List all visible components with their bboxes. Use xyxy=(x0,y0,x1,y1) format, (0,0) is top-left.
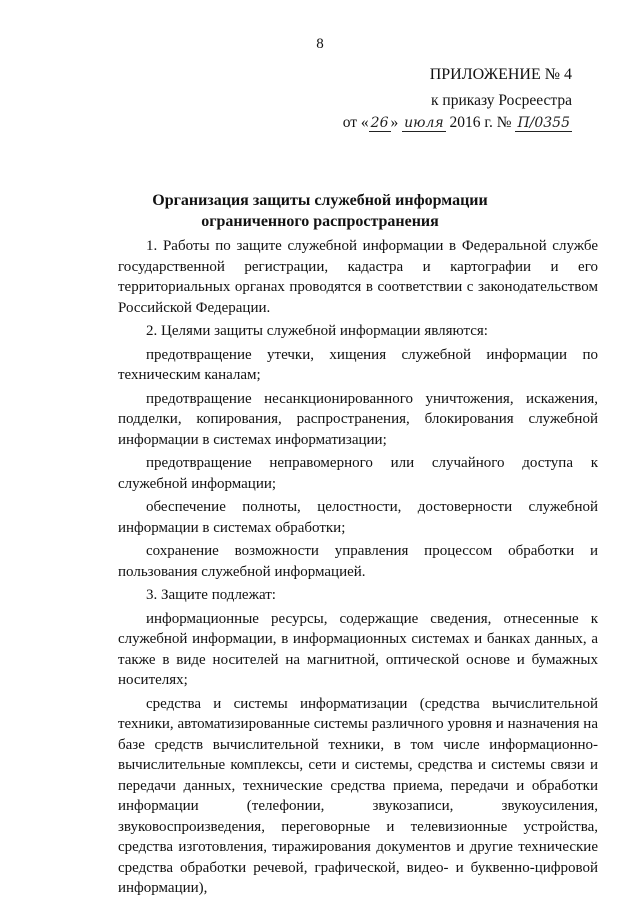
paragraph: обеспечение полноты, целостности, достоверности служебной информации в системах обработки; xyxy=(118,499,598,536)
date-year: 2016 г. № xyxy=(449,114,512,131)
annex-header xyxy=(343,64,572,134)
document-title xyxy=(0,190,640,232)
title-line-2: ограниченного распространения xyxy=(201,213,439,230)
date-day: 26 xyxy=(370,115,389,131)
paragraph: предотвращение утечки, хищения служебной информации по техническим каналам; xyxy=(118,346,598,383)
paragraph: предотвращение несанкционированного уничтожения, искажения, подделки, копирования, распространения, блокирования служебной информации в системах информатизации; xyxy=(118,390,598,448)
date-month: июля xyxy=(404,115,444,131)
page-number: 8 xyxy=(316,36,324,52)
paragraph: 1. Работы по защите служебной информации в Федеральной службе государственной регистрации, кадастра и картографии и его территориальных органах проводятся в соответствии с законодательством Российской Федерации. xyxy=(118,238,598,316)
paragraph: средства и системы информатизации (средства вычислительной техники, автоматизированные системы различного уровня и назначения на базе средств вычислительной техники, в том числе информационно-вычислительные комплексы, сети и системы, средства и системы связи и передачи данных, технические средства приема, передачи и обработки информации (телефонии, звукозаписи, звукоусиления, звуковоспроизведения, переговорные и телевизионные устройства, средства изготовления, тиражирования документов и другие технические средства обработки речевой, графической, видео- и буквенно-цифровой информации), xyxy=(118,695,598,896)
paragraph: сохранение возможности управления процессом обработки и пользования служебной информацией. xyxy=(118,543,598,580)
paragraph: 3. Защите подлежат: xyxy=(146,587,276,603)
paragraph: 2. Целями защиты служебной информации являются: xyxy=(146,323,488,339)
paragraph: предотвращение неправомерного или случайного доступа к служебной информации; xyxy=(118,455,598,492)
date-mid: » xyxy=(390,114,399,131)
order-reference: к приказу Росреестра xyxy=(431,92,572,109)
title-line-1: Организация защиты служебной информации xyxy=(152,192,488,209)
order-date-line xyxy=(343,112,572,134)
date-prefix: от « xyxy=(342,114,369,131)
annex-title: ПРИЛОЖЕНИЕ № 4 xyxy=(429,66,572,83)
order-number: П/0355 xyxy=(517,115,570,131)
paragraph: информационные ресурсы, содержащие сведения, отнесенные к служебной информации, в информационных системах и банках данных, а также в виде носителей на магнитной, оптической основе и бумажных носителях; xyxy=(118,610,598,688)
document-body xyxy=(118,236,598,902)
